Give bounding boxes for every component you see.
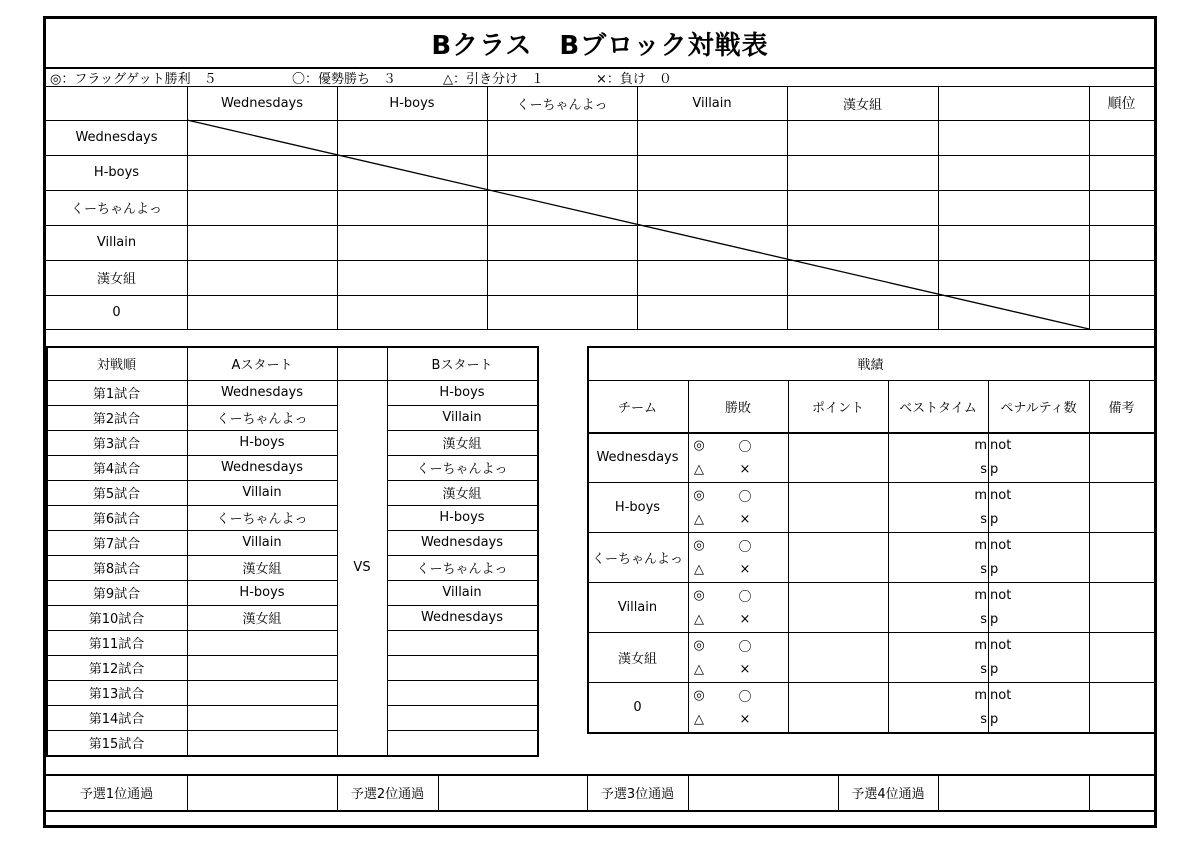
qualifier-label: 予選3位通過 [600, 786, 675, 802]
match-number: 第4試合 [92, 462, 141, 477]
qualifier-bottom-border [46, 810, 1154, 812]
results-column-header: ポイント [811, 400, 864, 416]
grid-line [187, 774, 188, 810]
match-team-b: H-boys [439, 510, 485, 525]
match-number: 第15試合 [88, 737, 145, 752]
qualifier-row [46, 19, 1154, 825]
seconds-unit: s [980, 611, 987, 627]
penalty-p-label: p [990, 661, 999, 677]
results-column-header: ペナルティ数 [1000, 400, 1077, 416]
double-circle-mark: ◎ [693, 687, 705, 703]
grid-line [1089, 774, 1090, 810]
row-team-header: Wednesdays [75, 130, 158, 145]
vs-label: VS [353, 560, 371, 575]
match-number: 第6試合 [92, 512, 141, 527]
double-circle-mark: ◎ [693, 437, 705, 453]
penalty-p-label: p [990, 511, 999, 527]
match-number: 第1試合 [92, 387, 141, 402]
match-team-b: 漢女組 [442, 437, 482, 452]
row-team-header: H-boys [93, 165, 140, 180]
triangle-mark: △ [694, 661, 704, 677]
cross-mark: × [739, 511, 751, 527]
penalty-not-label: not [990, 437, 1012, 453]
row-team-header: 漢女組 [96, 272, 136, 287]
match-team-b: Villain [442, 585, 482, 600]
schedule-order-header: 対戦順 [96, 357, 136, 373]
grid-line [938, 774, 939, 810]
circle-mark: 〇 [738, 439, 752, 455]
match-team-a: H-boys [239, 435, 285, 450]
penalty-not-label: not [990, 587, 1012, 603]
legend-flag-win: ◎：フラッグゲット勝利 ５ [50, 71, 217, 87]
double-circle-mark: ◎ [693, 587, 705, 603]
grid-line [688, 774, 689, 810]
match-number: 第7試合 [92, 537, 141, 552]
match-team-a: Villain [242, 535, 282, 550]
match-number: 第14試合 [88, 712, 145, 727]
results-column-header: チーム [617, 400, 657, 416]
column-team-header: 漢女組 [842, 97, 882, 113]
match-team-b: Villain [442, 410, 482, 425]
minutes-unit: m [974, 487, 987, 503]
results-team-name: くーちゃんよっ [591, 551, 683, 567]
match-team-a: 漢女組 [242, 612, 282, 627]
circle-mark: 〇 [738, 639, 752, 655]
cross-mark: × [739, 661, 751, 677]
legend-loss: ×：負け ０ [596, 71, 672, 87]
results-team-name: H-boys [614, 499, 661, 515]
cross-mark: × [739, 561, 751, 577]
schedule-a-header: Aスタート [231, 357, 293, 373]
schedule-b-header: Bスタート [431, 357, 493, 373]
double-circle-mark: ◎ [693, 637, 705, 653]
match-team-b: 漢女組 [442, 487, 482, 502]
triangle-mark: △ [694, 561, 704, 577]
row-team-header: 0 [112, 304, 121, 320]
minutes-unit: m [974, 637, 987, 653]
column-team-header: くーちゃんよっ [516, 97, 608, 113]
seconds-unit: s [980, 461, 987, 477]
triangle-mark: △ [694, 611, 704, 627]
match-number: 第10試合 [88, 612, 145, 627]
cross-mark: × [739, 711, 751, 727]
triangle-mark: △ [694, 511, 704, 527]
minutes-unit: m [974, 687, 987, 703]
row-team-header: Villain [96, 235, 137, 250]
match-team-b: Wednesdays [420, 535, 504, 550]
grid-line [438, 774, 439, 810]
penalty-not-label: not [990, 537, 1012, 553]
circle-mark: 〇 [738, 489, 752, 505]
triangle-mark: △ [694, 461, 704, 477]
column-team-header: H-boys [389, 95, 435, 111]
penalty-p-label: p [990, 611, 999, 627]
match-team-a: Wednesdays [220, 385, 304, 400]
results-column-header: 備考 [1108, 400, 1135, 416]
results-column-header: 勝敗 [724, 400, 751, 416]
seconds-unit: s [980, 711, 987, 727]
match-number: 第11試合 [88, 637, 145, 652]
results-team-name: Wednesdays [596, 449, 679, 465]
circle-mark: 〇 [738, 539, 752, 555]
circle-mark: 〇 [738, 689, 752, 705]
minutes-unit: m [974, 587, 987, 603]
match-number: 第8試合 [92, 562, 141, 577]
match-team-b: くーちゃんよっ [416, 462, 508, 477]
row-team-header: くーちゃんよっ [70, 202, 162, 217]
column-team-header: Villain [692, 95, 732, 111]
results-column-header: ベストタイム [899, 400, 977, 416]
match-team-b: くーちゃんよっ [416, 562, 508, 577]
results-title: 戦績 [857, 357, 884, 373]
double-circle-mark: ◎ [693, 537, 705, 553]
qualifier-label: 予選2位通過 [350, 786, 425, 802]
qualifier-label: 予選1位通過 [79, 786, 154, 802]
penalty-p-label: p [990, 711, 999, 727]
match-team-a: 漢女組 [242, 562, 282, 577]
results-team-name: 0 [633, 699, 642, 715]
penalty-p-label: p [990, 461, 999, 477]
match-team-a: Villain [242, 485, 282, 500]
match-team-a: くーちゃんよっ [216, 412, 308, 427]
legend-draw: △：引き分け １ [443, 71, 544, 87]
match-number: 第13試合 [88, 687, 145, 702]
penalty-not-label: not [990, 687, 1012, 703]
page-title: Bクラス Bブロック対戦表 [431, 30, 769, 61]
seconds-unit: s [980, 561, 987, 577]
cross-mark: × [739, 461, 751, 477]
cross-mark: × [739, 611, 751, 627]
legend-advantage-win: 〇：優勢勝ち ３ [292, 71, 397, 87]
match-team-a: H-boys [239, 585, 285, 600]
penalty-not-label: not [990, 487, 1012, 503]
match-number: 第12試合 [88, 662, 145, 677]
column-team-header: Wednesdays [220, 95, 304, 111]
seconds-unit: s [980, 511, 987, 527]
circle-mark: 〇 [738, 589, 752, 605]
match-team-a: くーちゃんよっ [216, 512, 308, 527]
match-number: 第2試合 [92, 412, 141, 427]
match-number: 第9試合 [92, 587, 141, 602]
double-circle-mark: ◎ [693, 487, 705, 503]
triangle-mark: △ [694, 711, 704, 727]
tournament-sheet [43, 16, 1157, 828]
results-team-name: 漢女組 [617, 651, 657, 667]
penalty-p-label: p [990, 561, 999, 577]
qualifier-label: 予選4位通過 [851, 786, 925, 802]
match-team-b: Wednesdays [420, 610, 504, 625]
minutes-unit: m [974, 537, 987, 553]
seconds-unit: s [980, 661, 987, 677]
match-number: 第5試合 [92, 487, 141, 502]
results-team-name: Villain [617, 599, 658, 615]
minutes-unit: m [974, 437, 987, 453]
match-number: 第3試合 [92, 437, 141, 452]
match-team-b: H-boys [439, 385, 485, 400]
penalty-not-label: not [990, 637, 1012, 653]
match-team-a: Wednesdays [220, 460, 304, 475]
rank-header: 順位 [1107, 96, 1136, 112]
